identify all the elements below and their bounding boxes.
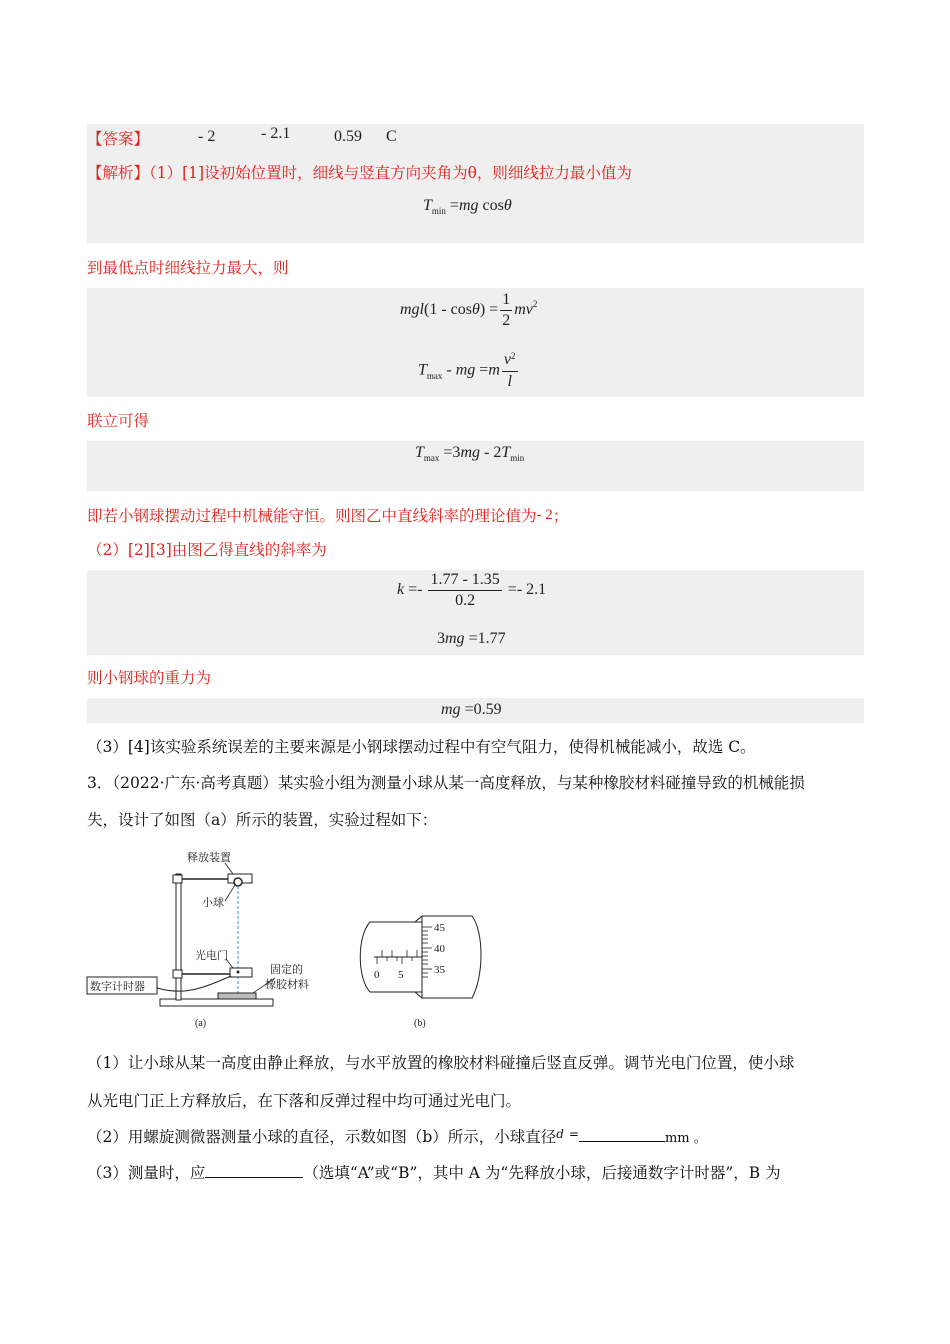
step-1-line-2: 从光电门正上方释放后，在下落和反弹过程中均可通过光电门。 xyxy=(87,1092,522,1110)
scale-0: 0 xyxy=(374,969,380,981)
formula-tmax: $T_{max}$ - mg =m $\frac{v^2}{l}$ xyxy=(418,351,516,390)
scale-35: 35 xyxy=(434,964,445,976)
micrometer-thimble xyxy=(422,916,481,998)
step-2-unit: mm 。 xyxy=(664,1131,707,1146)
label-rubber: 橡胶材料 xyxy=(265,978,309,991)
timer-cable xyxy=(157,976,231,991)
rubber-material xyxy=(218,993,256,999)
label-photo-gate: 光电门 xyxy=(195,949,228,962)
photo-gate xyxy=(230,968,252,977)
small-ball xyxy=(234,878,242,886)
analysis-line-2: 到最低点时细线拉力最大，则 xyxy=(87,259,289,277)
step-2-var-d: d xyxy=(556,1127,564,1141)
formula-mg: mg =0.59 xyxy=(441,701,502,718)
question-3-line-2: 失，设计了如图（a）所示的装置，实验过程如下： xyxy=(87,811,438,829)
answer-value-1: - 2 xyxy=(198,128,216,145)
label-digital-timer: 数字计时器 xyxy=(90,980,145,993)
analysis-slope-theory: - 2 xyxy=(536,507,553,523)
analysis-line-3: 联立可得 xyxy=(87,412,150,430)
answer-value-4: C xyxy=(386,128,397,145)
figure-a-apparatus xyxy=(85,846,335,1036)
step-2-eq: = xyxy=(568,1127,579,1141)
analysis-text-1: （1）[1]设初始位置时，细线与竖直方向夹角为θ，则细线拉力最小值为 xyxy=(149,164,632,182)
label-pointer-release xyxy=(225,863,233,874)
scale-5: 5 xyxy=(398,969,404,981)
formula-combined: $T_{max} =3mg - 2T_{min}$ xyxy=(415,444,525,463)
step-3-line xyxy=(87,1162,781,1184)
photo-gate-dot xyxy=(237,971,240,974)
step-3-text-post: （选填“A”或“B”，其中 A 为“先释放小球，后接通数字计时器”，B 为 xyxy=(303,1164,781,1182)
analysis-label: 【解析】 xyxy=(87,164,150,182)
stand-pole xyxy=(176,874,181,1000)
order-answer-blank[interactable] xyxy=(205,1163,303,1178)
analysis-text-4: 即若小钢球摆动过程中机械能守恒。则图乙中直线斜率的理论值为 xyxy=(87,507,537,525)
analysis-line-5: （2）[2][3]由图乙得直线的斜率为 xyxy=(87,541,327,559)
label-release-device: 释放装置 xyxy=(187,851,231,864)
scale-40: 40 xyxy=(434,943,445,955)
step-2-text: （2）用螺旋测微器测量小球的直径，示数如图（b）所示，小球直径 xyxy=(87,1128,557,1146)
label-pointer-ball xyxy=(225,885,235,901)
label-fixed: 固定的 xyxy=(270,963,303,976)
answer-value-3: 0.59 xyxy=(334,128,362,145)
question-3-line-1: 3．（2022·广东·高考真题）某实验小组为测量小球从某一高度释放，与某种橡胶材料碰撞导致的机械能损 xyxy=(87,774,805,792)
step-3-text: （3）测量时，应 xyxy=(87,1164,206,1182)
figure-b-micrometer xyxy=(352,908,492,1033)
step-1-line-1: （1）让小球从某一高度由静止释放，与水平放置的橡胶材料碰撞后竖直反弹。调节光电门位置，使小球 xyxy=(87,1054,795,1072)
scale-45: 45 xyxy=(434,922,445,934)
caption-b: (b) xyxy=(414,1018,426,1029)
analysis-line-6: 则小钢球的重力为 xyxy=(87,669,212,687)
answer-value-2: - 2.1 xyxy=(261,125,291,142)
analysis-line-7: （3）[4]该实验系统误差的主要来源是小钢球摆动过程中有空气阻力，使得机械能减小，故选 C。 xyxy=(87,738,756,756)
formula-tmin: $T_{min} =mg$ cosθ xyxy=(423,197,512,216)
step-2-line xyxy=(87,1126,707,1150)
caption-a: (a) xyxy=(195,1018,207,1029)
answer-label: 【答案】 xyxy=(87,130,150,148)
diameter-answer-blank[interactable] xyxy=(579,1127,665,1142)
answer-line xyxy=(87,128,149,150)
label-ball: 小球 xyxy=(202,896,224,909)
formula-energy: mgl(1 - cosθ) = $\frac{1}{2}$ $mv^2$ xyxy=(400,291,538,329)
formula-slope: k =- $\frac{1.77 - 1.35}{0.2}$ =- 2.1 xyxy=(397,571,547,609)
analysis-line-1 xyxy=(87,162,632,184)
analysis-text-4-end: ； xyxy=(552,507,569,525)
upper-clamp xyxy=(173,875,182,883)
lower-clamp xyxy=(173,970,182,978)
formula-3mg: 3mg =1.77 xyxy=(437,630,506,647)
analysis-line-4 xyxy=(87,505,568,528)
